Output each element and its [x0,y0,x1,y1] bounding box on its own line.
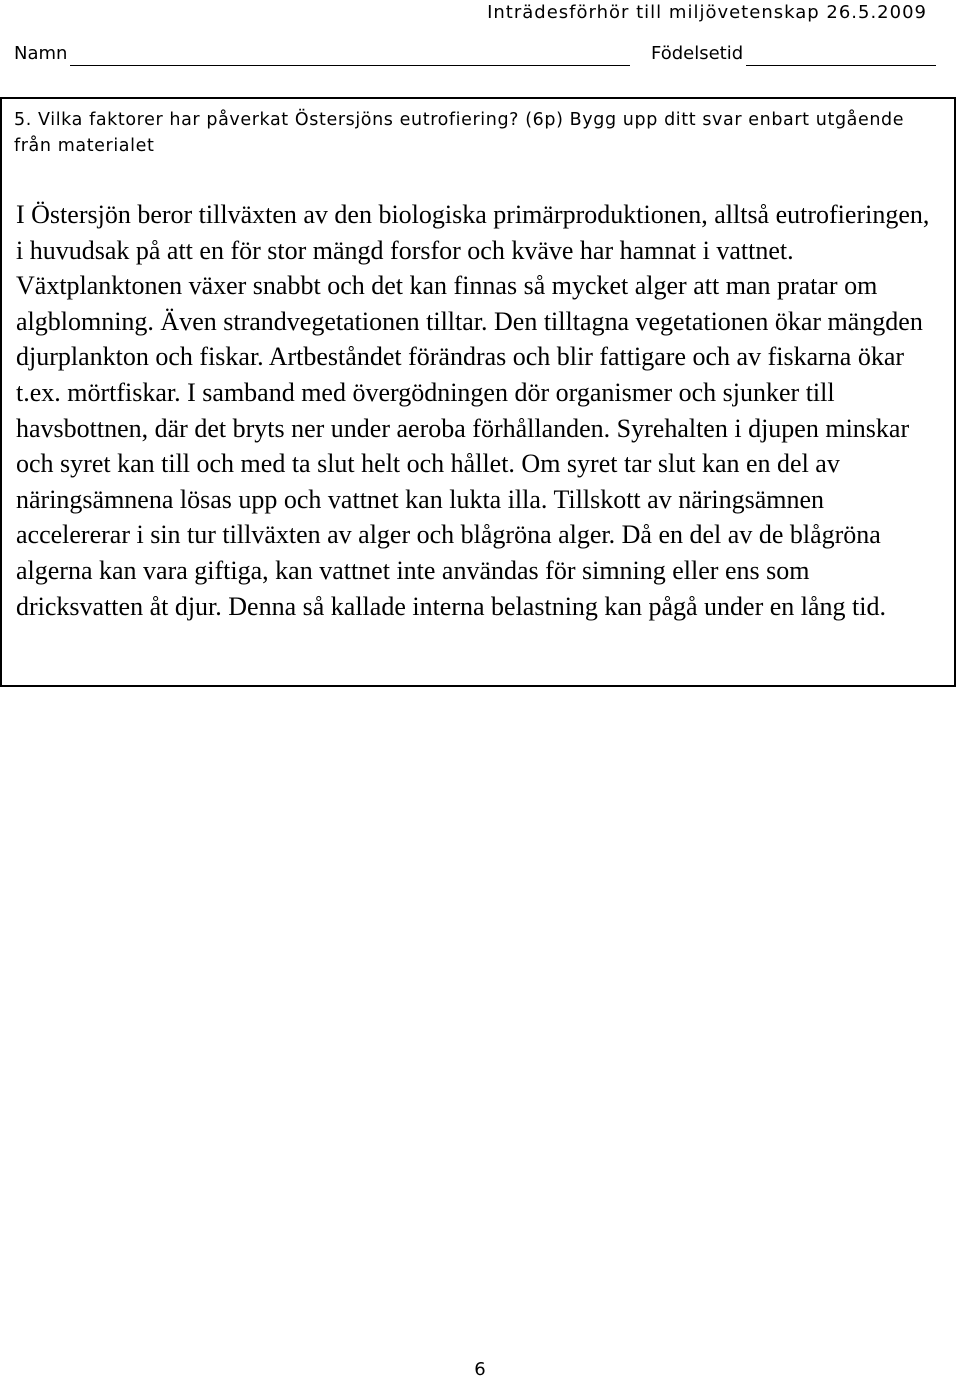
birthdate-label: Födelsetid [651,43,744,64]
name-label: Namn [14,43,68,64]
page-number: 6 [474,1359,486,1380]
answer-text: I Östersjön beror tillväxten av den biologiska primärproduktionen, alltså eutrofieringen, i huvudsak på att en för stor mängd forsfor och kväve har hamnat i vattnet. Växtplanktonen växer snabbt och det kan finnas så mycket alger att man pratar om algblomning. Även strandvegetationen tilltar. Den tilltagna vegetationen ökar mängden djurplankton och fiskar. Artbeståndet förändras och blir fattigare och av fiskarna ökar t.ex. mörtfiskar. I samband med övergödningen dör organismer och sjunker till havsbottnen, där det bryts ner under aeroba förhållanden. Syrehalten i djupen minskar och syret kan till och med ta slut helt och hållet. Om syret tar slut kan en del av näringsämnena lösas upp och vattnet kan lukta illa. Tillskott av näringsämnen accelererar i sin tur tillväxten av alger och blågröna alger. Då en del av de blågröna algerna kan vara giftiga, kan vattnet inte användas för simning eller ens som dricksvatten åt djur. Denna så kallade interna belastning kan pågå under en lång tid. [16,200,930,621]
birthdate-line[interactable] [746,46,936,66]
name-line[interactable] [70,46,630,66]
answer-box [0,97,956,687]
name-field [14,42,630,66]
question-text: 5. Vilka faktorer har påverkat Östersjöns eutrofiering? (6p) Bygg upp ditt svar enbart utgående från materialet [14,110,905,156]
student-info-row [14,42,944,68]
exam-title: Inträdesförhör till miljövetenskap 26.5.2009 [487,2,927,23]
birthdate-field [651,42,936,66]
